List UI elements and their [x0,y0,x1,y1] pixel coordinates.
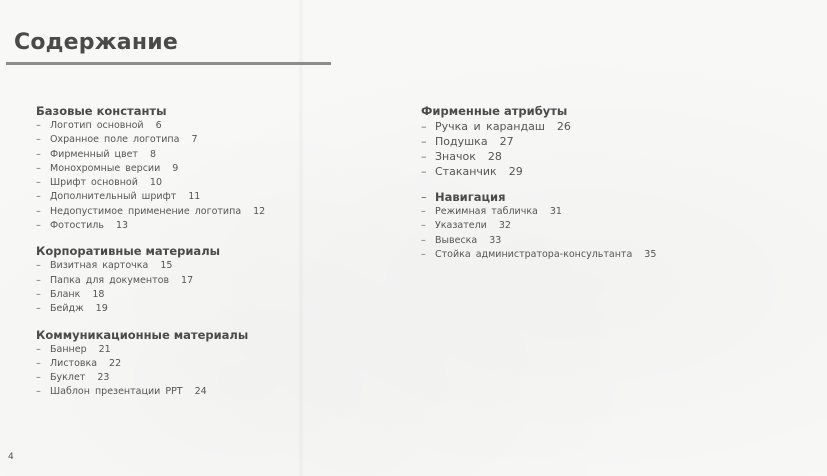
toc-section-communication-materials [36,328,265,400]
toc-entry[interactable] [36,205,265,219]
toc-entry-label: Фотостиль [50,220,104,232]
dash-bullet: – [36,134,41,146]
toc-entry[interactable] [421,205,656,219]
dash-bullet: – [421,206,426,217]
toc-entry[interactable] [421,248,656,262]
toc-entry-label: Шрифт основной [50,177,138,189]
page-fold-shadow [298,0,304,476]
section-heading: Корпоративные материалы [36,244,221,259]
toc-entry-page: 35 [644,248,657,260]
dash-bullet: – [36,372,41,384]
dash-bullet: – [36,220,41,232]
toc-entry-label: Дополнительный шрифт [50,191,177,203]
toc-entry[interactable] [421,149,656,164]
toc-entry-label: Бейдж [50,303,84,315]
toc-entry-label: Листовка [50,357,98,369]
toc-entry-label: Буклет [50,372,86,384]
toc-entry[interactable] [36,357,265,371]
toc-entry[interactable] [36,219,265,233]
toc-entry-page: 11 [188,191,201,203]
toc-entry-label: Визитная карточка [50,260,149,272]
toc-entry-page: 13 [115,220,129,232]
toc-entry-page: 24 [194,386,207,398]
section-heading: Фирменные атрибуты [421,104,568,118]
toc-entry-page: 7 [191,134,198,146]
dash-bullet: – [36,357,41,369]
toc-entry-label: Подушка [435,135,488,148]
toc-entry-page: 15 [160,260,173,272]
dash-bullet: – [421,165,427,178]
dash-bullet: – [421,120,427,133]
page-title: Содержание [14,30,178,55]
toc-entry-label: Шаблон презентации PPT [50,386,183,398]
toc-entry-label: Вывеска [435,234,478,246]
toc-entry[interactable] [421,164,656,179]
toc-entry-label: Папка для документов [50,274,170,286]
toc-entry[interactable] [36,133,265,147]
toc-entry-page: 10 [149,177,162,189]
dash-bullet: – [36,191,41,203]
toc-entry-label: Монохромные версии [50,162,161,174]
toc-entry[interactable] [36,371,265,385]
title-underline [6,62,331,65]
toc-entry-page: 28 [487,150,502,163]
toc-entry[interactable] [421,234,656,248]
toc-entry[interactable] [421,134,656,149]
toc-section-brand-attributes [421,104,656,179]
toc-entry[interactable] [421,219,656,233]
toc-entry-label: Значок [435,150,476,163]
toc-entry-page: 8 [149,148,157,160]
toc-entry-label: Стаканчик [435,165,497,178]
toc-entry-page: 17 [181,274,194,286]
toc-entry[interactable] [36,119,265,133]
toc-entry-page: 27 [499,135,514,148]
page-number: 4 [8,452,14,462]
toc-right-column [421,104,656,273]
section-heading: Коммуникационные материалы [36,327,249,342]
dash-bullet: – [36,274,41,286]
toc-entry-page: 26 [556,120,571,133]
dash-bullet: – [36,120,41,131]
dash-bullet: – [421,220,426,232]
toc-entry[interactable] [36,274,265,288]
dash-bullet: – [36,162,41,174]
toc-entry-label: Стойка администратора-консультанта [435,248,633,260]
toc-entry[interactable] [36,176,265,190]
toc-entry-page: 19 [95,303,108,315]
toc-entry-page: 21 [98,343,111,355]
toc-entry-label: Логотип основной [50,120,144,131]
toc-entry-page: 32 [498,220,511,232]
toc-entry-label: Указатели [435,220,487,232]
dash-bullet: – [421,135,427,148]
toc-entry-label: Бланк [50,288,81,300]
toc-entry[interactable] [36,343,265,357]
dash-bullet: – [421,150,427,163]
toc-entry[interactable] [421,119,656,134]
toc-entry-label: Недопустимое применение логотипа [50,205,242,217]
dash-bullet: – [36,205,41,217]
dash-bullet: – [36,303,41,315]
dash-bullet: – [421,248,426,260]
toc-entry-label: Фирменный цвет [50,148,138,160]
toc-entry[interactable] [36,148,265,162]
dash-bullet: – [421,234,426,246]
toc-entry[interactable] [36,259,265,273]
dash-bullet: – [36,148,41,160]
dash-bullet: – [36,260,41,272]
toc-entry-page: 12 [253,205,266,217]
toc-entry-label: Ручка и карандаш [435,120,545,133]
section-heading [421,190,656,205]
toc-section-corporate-materials [36,244,265,316]
dash-bullet: – [36,288,41,300]
toc-entry-page: 31 [549,206,562,217]
dash-bullet: – [36,177,41,189]
toc-entry-page: 18 [92,288,105,300]
dash-bullet: – [421,190,427,204]
toc-left-column [36,104,265,411]
toc-entry[interactable] [36,162,265,176]
toc-entry-label: Охранное поле логотипа [50,134,180,146]
toc-entry-label: Баннер [50,343,87,355]
dash-bullet: – [36,343,41,355]
toc-entry-page: 23 [97,372,110,384]
toc-section-navigation [421,190,656,262]
toc-entry[interactable] [36,288,265,302]
toc-entry-page: 9 [172,162,179,174]
section-heading-label: Навигация [435,190,506,204]
toc-entry-page: 6 [155,120,162,131]
toc-section-basic-constants [36,104,265,233]
toc-entry-page: 33 [489,234,502,246]
toc-entry-label: Режимная табличка [435,206,538,217]
toc-entry[interactable] [36,190,265,204]
toc-entry-page: 22 [109,357,122,369]
dash-bullet: – [36,386,41,398]
toc-entry-page: 29 [508,165,523,178]
toc-entry[interactable] [36,385,265,399]
toc-entry[interactable] [36,302,265,316]
section-heading: Базовые константы [36,104,167,118]
